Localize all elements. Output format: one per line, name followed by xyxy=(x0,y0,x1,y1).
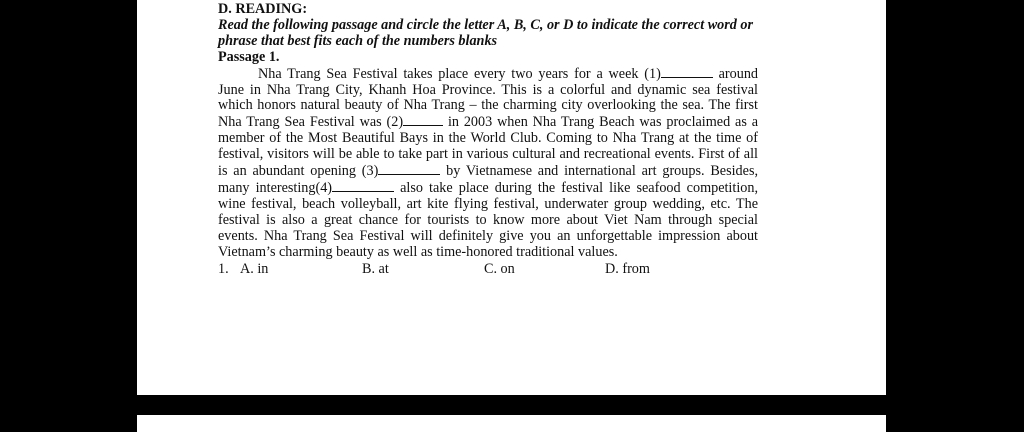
section-heading: D. READING: xyxy=(218,1,308,17)
question-1-options xyxy=(218,262,758,280)
document-page xyxy=(137,0,886,395)
blank-1 xyxy=(661,66,713,78)
next-page xyxy=(137,415,886,432)
passage-sentence-5: also take place during the festival like seafood competition, wine festival, beach volleyball, art kite flying festival, underwater group wedding, etc. The festival is also a great chance for tourists to know more about Viet Nam through special events. Nha Trang Sea Festival will definitely give you an unforgettable impression about Vietnam’s charming beauty as well as time-honored traditional values. xyxy=(218,179,758,260)
blank-4 xyxy=(332,180,394,192)
passage-sentence-3: in 2003 when Nha Trang Beach was proclaimed as a member of the Most Beautiful Bays in the World Club. Coming to Nha Trang at the time of festival, visitors will be able to take part in various cultural and recreational events. First of all is an abundant opening (3) xyxy=(218,114,759,180)
passage-sentence-1: Nha Trang Sea Festival takes place every two years for a week (1) xyxy=(258,65,661,82)
instruction-text: Read the following passage and circle the letter A, B, C, or D to indicate the correct word or phrase that best fits each of the numbers blanks xyxy=(218,16,754,49)
passage-sentence-4: by Vietnamese and international art groups. Besides, many interesting(4) xyxy=(218,163,759,196)
passage-paragraph xyxy=(218,66,758,261)
option-b: B. at xyxy=(362,260,389,277)
question-1-number: 1. xyxy=(218,260,229,277)
passage-sentence-2: around June in Nha Trang City, Khanh Hoa Province. This is a colorful and dynamic sea festival which honors natural beauty of Nha Trang – the charming city overlooking the sea. The first Nha Trang Sea Festival was (2) xyxy=(218,65,759,131)
option-d: D. from xyxy=(605,260,650,277)
passage-label: Passage 1. xyxy=(218,48,280,65)
option-c: C. on xyxy=(484,260,515,277)
blank-3 xyxy=(378,163,440,175)
blank-2 xyxy=(403,114,443,126)
reading-section xyxy=(218,2,758,280)
option-a: A. in xyxy=(240,260,269,277)
